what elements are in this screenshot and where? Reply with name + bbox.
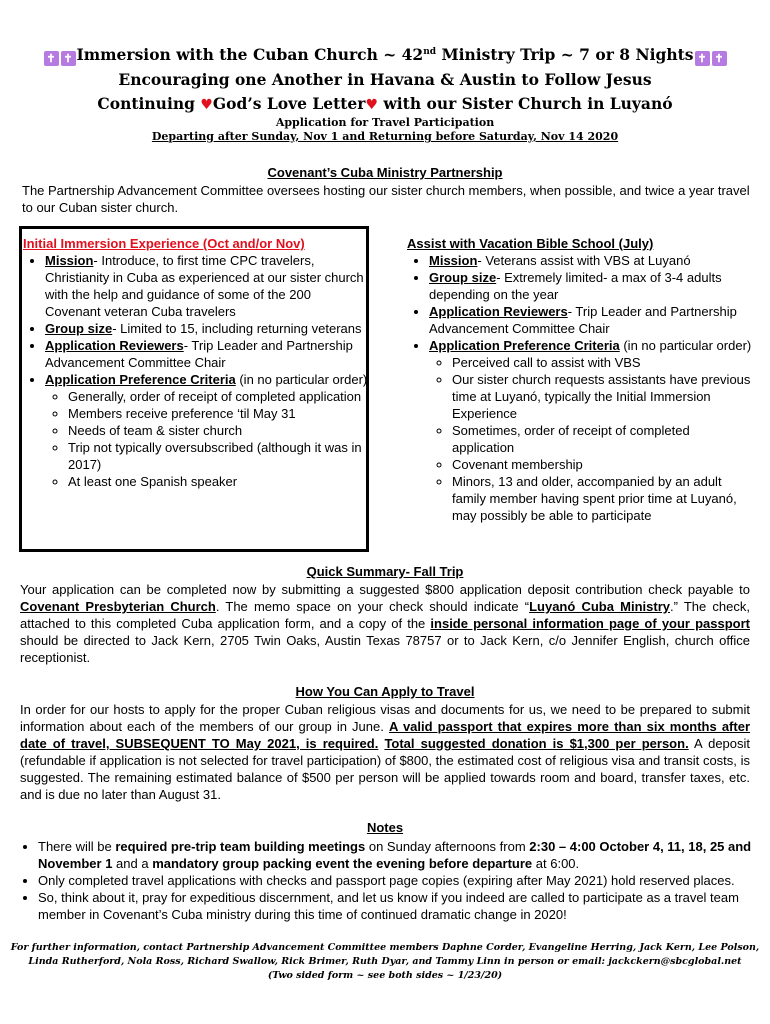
- sub-list-item: ◦ Needs of team & sister church: [68, 422, 368, 439]
- title-text: with our Sister Church in Luyanó: [378, 94, 673, 113]
- sub-list-item: ◦ Sometimes, order of receipt of completed application: [452, 422, 752, 456]
- title-text: Continuing: [97, 94, 201, 113]
- cross-icon: ✝: [61, 51, 76, 66]
- sub-list-item: ◦ Members receive preference ‘til May 31: [68, 405, 368, 422]
- vbs-title: Assist with Vacation Bible School (July): [407, 236, 654, 251]
- list-item: • Application Reviewers- Trip Leader and Partnership Advancement Committee Chair: [429, 303, 752, 337]
- list-item: • Application Reviewers- Trip Leader and Partnership Advancement Committee Chair: [45, 337, 368, 371]
- partnership-title: Covenant’s Cuba Ministry Partnership: [267, 165, 503, 180]
- title-line-3: [0, 94, 770, 113]
- title-line-2: Encouraging one Another in Havana & Austin to Follow Jesus: [118, 70, 652, 89]
- list-item: • Only completed travel applications with checks and passport page copies (expiring after May 2021) hold reserved places.: [38, 872, 755, 889]
- title-text: God’s Love Letter: [212, 94, 366, 113]
- list-item: • There will be required pre-trip team building meetings on Sunday afternoons from 2:30 – 4:00 October 4, 11, 18, 25 and November 1 and a mandatory group packing event the evening before departure at 6:00.: [38, 838, 755, 872]
- subtitle: Application for Travel Participation: [275, 116, 495, 129]
- summary-text: Your application can be completed now by submitting a suggested $800 application deposit contribution check payable to Covenant Presbyterian Church. The memo space on your check should indicate “Luyanó Cuba Ministry.” The check, attached to this completed Cuba application form, and a copy of the inside personal information page of your passport should be directed to Jack Kern, 2705 Twin Oaks, Austin Texas 78757 or to Jack Kern, c/o Jennifer English, church office receptionist.: [20, 582, 750, 665]
- initial-immersion-title: Initial Immersion Experience (Oct and/or Nov): [23, 236, 305, 251]
- heart-icon: ♥: [365, 97, 379, 113]
- footer-contacts-2: Linda Rutherford, Nola Ross, Richard Swallow, Rick Brimer, Ruth Dyar, and Tammy Linn in person or email: jackckern@sbcglobal.net: [28, 956, 742, 967]
- summary-title: Quick Summary- Fall Trip: [306, 564, 464, 579]
- footer-contacts: For further information, contact Partnership Advancement Committee members Daphne Corder, Evangeline Herring, Jack Kern, Lee Polson,: [10, 942, 760, 953]
- list-item: • Application Preference Criteria (in no particular order) ◦ Perceived call to assist with VBS ◦ Our sister church requests assistants have previous time at Luyanó, typically the Initial Immersion Experience ◦ Sometimes, order of receipt of completed application ◦ Covenant membership ◦ Minors, 13 and older, accompanied by an adult family member having spent prior time at Luyanó, may possibly be able to participate: [429, 337, 752, 524]
- sub-list-item: ◦ Perceived call to assist with VBS: [452, 354, 752, 371]
- sub-list-item: ◦ Trip not typically oversubscribed (although it was in 2017): [68, 439, 368, 473]
- partnership-text: The Partnership Advancement Committee oversees hosting our sister church members, when possible, and twice a year travel to our Cuban sister church.: [22, 183, 750, 215]
- sub-list-item: ◦ Our sister church requests assistants have previous time at Luyanó, typically the Initial Immersion Experience: [452, 371, 752, 422]
- sub-list-item: ◦ Covenant membership: [452, 456, 752, 473]
- list-item: • Group size- Limited to 15, including returning veterans: [45, 320, 368, 337]
- initial-immersion-section: [23, 235, 368, 490]
- title-text: Immersion with the Cuban Church ~ 42: [76, 45, 424, 64]
- footer-note: (Two sided form ~ see both sides ~ 1/23/20): [267, 970, 503, 981]
- cross-icon: ✝: [695, 51, 710, 66]
- list-item: • Mission- Introduce, to first time CPC travelers, Christianity in Cuba as experienced at our sister church with the help and guidance of some of the 200 Covenant veteran Cuba travelers: [45, 252, 368, 320]
- title-superscript: nd: [423, 46, 437, 57]
- travel-dates: Departing after Sunday, Nov 1 and Returning before Saturday, Nov 14 2020: [151, 130, 619, 143]
- apply-text: In order for our hosts to apply for the proper Cuban religious visas and documents for us, we need to be prepared to submit information about each of the members of our group in June. A valid passport that expires more than six months after date of travel, SUBSEQUENT TO May 2021, is required. Total suggested donation is $1,300 per person. A deposit (refundable if application is not selected for travel participation) of $800, the estimated cost of religious visa and transit costs, is suggested. The remaining estimated balance of $500 per person will be applied towards room and board, transfer taxes, etc. and is due no later than August 31.: [20, 702, 751, 802]
- title-line-1: [0, 45, 770, 66]
- cross-icon: ✝: [712, 51, 727, 66]
- list-item: • Mission- Veterans assist with VBS at Luyanó: [429, 252, 752, 269]
- sub-list-item: ◦ Generally, order of receipt of completed application: [68, 388, 368, 405]
- notes-list: [20, 838, 755, 923]
- notes-title: Notes: [366, 820, 404, 835]
- title-text: Ministry Trip ~ 7 or 8 Nights: [436, 45, 694, 64]
- sub-list-item: ◦ Minors, 13 and older, accompanied by an adult family member having spent prior time at Luyanó, may possibly be able to participate: [452, 473, 752, 524]
- apply-title: How You Can Apply to Travel: [295, 684, 475, 699]
- list-item: • Application Preference Criteria (in no particular order) ◦ Generally, order of receipt of completed application ◦ Members receive preference ‘til May 31 ◦ Needs of team & sister church ◦ Trip not typically oversubscribed (although it was in 2017) ◦ At least one Spanish speaker: [45, 371, 368, 490]
- list-item: • Group size- Extremely limited- a max of 3-4 adults depending on the year: [429, 269, 752, 303]
- heart-icon: ♥: [200, 97, 213, 113]
- vbs-section: [407, 235, 752, 524]
- list-item: • So, think about it, pray for expeditious discernment, and let us know if you indeed are called to participate as a travel team member in Covenant’s Cuba ministry during this time of continued dramatic change in 2020!: [38, 889, 755, 923]
- sub-list-item: ◦ At least one Spanish speaker: [68, 473, 368, 490]
- cross-icon: ✝: [44, 51, 59, 66]
